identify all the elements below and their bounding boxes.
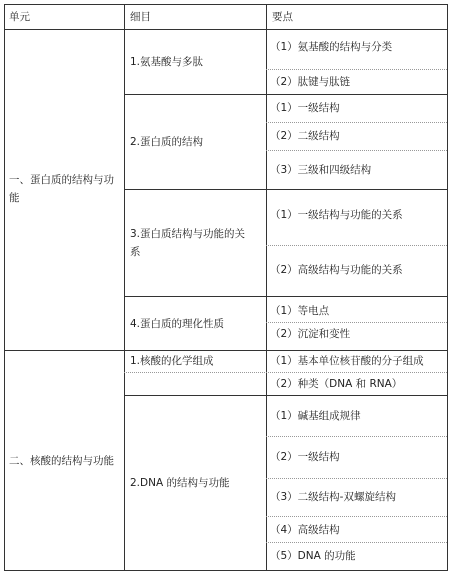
- row-divider: [124, 372, 447, 373]
- point-text: （4）高级结构: [270, 524, 340, 536]
- table-border: [266, 4, 267, 571]
- column-header-key-points: 要点: [272, 11, 293, 23]
- row-divider: [266, 69, 447, 70]
- item-label: 2.DNA 的结构与功能: [130, 477, 230, 489]
- point-text: （2）肽键与肽链: [270, 76, 351, 88]
- point-text: （2）二级结构: [270, 130, 340, 142]
- table-border: [4, 4, 5, 571]
- row-divider: [266, 542, 447, 543]
- row-divider: [266, 322, 447, 323]
- table-border: [124, 395, 448, 396]
- row-divider: [266, 150, 447, 151]
- point-text: （1）碱基组成规律: [270, 410, 361, 422]
- point-text: （1）一级结构: [270, 102, 340, 114]
- row-divider: [266, 516, 447, 517]
- unit-label: 二、核酸的结构与功能: [9, 455, 114, 467]
- table-border: [124, 4, 125, 571]
- table-border: [4, 350, 448, 351]
- table-border: [4, 570, 448, 571]
- column-header-unit: 单元: [9, 11, 30, 23]
- row-divider: [266, 245, 447, 246]
- unit-label: 一、蛋白质的结构与功: [9, 174, 114, 186]
- point-text: （1）等电点: [270, 305, 330, 317]
- column-header-item: 细目: [130, 11, 151, 23]
- table-border: [124, 189, 448, 190]
- row-divider: [266, 436, 447, 437]
- item-label: 1.核酸的化学组成: [130, 355, 214, 367]
- point-text: （1）氨基酸的结构与分类: [270, 41, 393, 53]
- table-border: [124, 296, 448, 297]
- item-label: 4.蛋白质的理化性质: [130, 318, 225, 330]
- row-divider: [266, 122, 447, 123]
- unit-label: 能: [9, 192, 20, 204]
- point-text: （1）一级结构与功能的关系: [270, 209, 403, 221]
- point-text: （1）基本单位核苷酸的分子组成: [270, 355, 424, 367]
- point-text: （2）一级结构: [270, 451, 340, 463]
- table-border: [124, 94, 448, 95]
- item-label: 系: [130, 246, 141, 258]
- table-border: [447, 4, 448, 571]
- point-text: （3）二级结构-双螺旋结构: [270, 491, 396, 503]
- table-border: [4, 4, 448, 5]
- item-label: 2.蛋白质的结构: [130, 136, 204, 148]
- table-border: [4, 29, 448, 30]
- point-text: （2）沉淀和变性: [270, 328, 351, 340]
- item-label: 1.氨基酸与多肽: [130, 56, 204, 68]
- row-divider: [266, 478, 447, 479]
- point-text: （3）三级和四级结构: [270, 164, 372, 176]
- point-text: （2）高级结构与功能的关系: [270, 264, 403, 276]
- item-label: 3.蛋白质结构与功能的关: [130, 228, 246, 240]
- point-text: （5）DNA 的功能: [270, 550, 356, 562]
- point-text: （2）种类（DNA 和 RNA）: [270, 378, 403, 390]
